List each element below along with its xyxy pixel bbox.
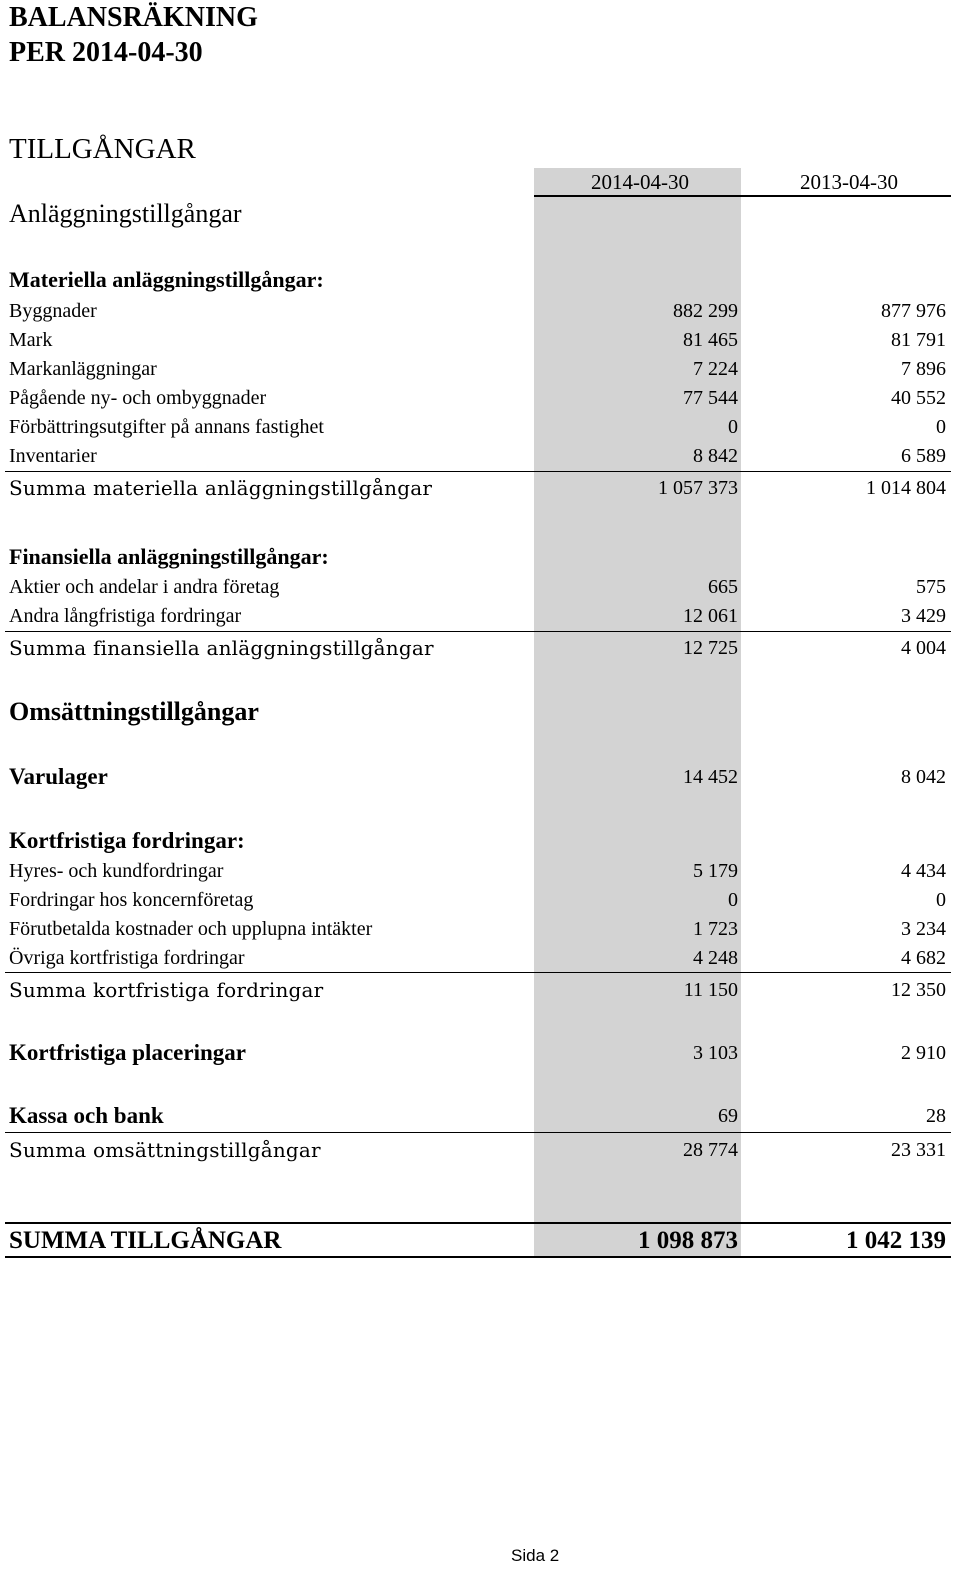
total-bottom-rule [5, 1256, 951, 1258]
sum-row-finansiella: Summa finansiella anläggningstillgångar 12 725 4 004 [9, 636, 946, 660]
table-row: Förutbetalda kostnader och upplupna intäkter 1 723 3 234 [9, 918, 946, 940]
row-varulager: Varulager 14 452 8 042 [9, 764, 946, 789]
sum-rule [5, 631, 951, 632]
sum-row-omsattningstillgangar: Summa omsättningstillgångar 28 774 23 331 [9, 1138, 946, 1162]
table-row: Pågående ny- och ombyggnader 77 544 40 552 [9, 387, 946, 409]
section-heading-kortfristiga-fordringar: Kortfristiga fordringar: [9, 828, 245, 853]
table-row: Aktier och andelar i andra företag 665 575 [9, 576, 946, 598]
table-row: Förbättringsutgifter på annans fastighet 0 0 [9, 416, 946, 438]
sum-rule [5, 972, 951, 973]
table-row: Fordringar hos koncernföretag 0 0 [9, 889, 946, 911]
total-top-rule [5, 1222, 951, 1224]
table-row: Hyres- och kundfordringar 5 179 4 434 [9, 860, 946, 882]
total-row: SUMMA TILLGÅNGAR 1 098 873 1 042 139 [9, 1227, 946, 1254]
column-header-current: 2014-04-30 [591, 170, 689, 194]
section-heading-finansiella: Finansiella anläggningstillgångar: [9, 544, 329, 569]
document-title: BALANSRÄKNING [9, 2, 258, 33]
document-subtitle: PER 2014-04-30 [9, 37, 203, 68]
column-header-rule [534, 195, 951, 197]
sum-rule [5, 471, 951, 472]
table-row: Byggnader 882 299 877 976 [9, 300, 946, 322]
sum-row-materiella: Summa materiella anläggningstillgångar 1 057 373 1 014 804 [9, 476, 946, 500]
row-kassa-och-bank: Kassa och bank 69 28 [9, 1103, 946, 1128]
row-kortfristiga-placeringar: Kortfristiga placeringar 3 103 2 910 [9, 1040, 946, 1065]
column-header-previous: 2013-04-30 [800, 170, 898, 194]
page-number: Sida 2 [511, 1546, 560, 1565]
section-title-tillgangar: TILLGÅNGAR [9, 133, 196, 165]
sum-row-kortfristiga-fordringar: Summa kortfristiga fordringar 11 150 12 350 [9, 978, 946, 1002]
group-title-omsattningstillgangar: Omsättningstillgångar [9, 697, 259, 726]
table-row: Övriga kortfristiga fordringar 4 248 4 682 [9, 947, 946, 969]
sum-rule [5, 1132, 951, 1133]
table-row: Andra långfristiga fordringar 12 061 3 429 [9, 605, 946, 627]
table-row: Inventarier 8 842 6 589 [9, 445, 946, 467]
table-row: Markanläggningar 7 224 7 896 [9, 358, 946, 380]
table-row: Mark 81 465 81 791 [9, 329, 946, 351]
section-heading-materiella: Materiella anläggningstillgångar: [9, 267, 324, 292]
group-title-anlaggningstillgangar: Anläggningstillgångar [9, 199, 242, 228]
